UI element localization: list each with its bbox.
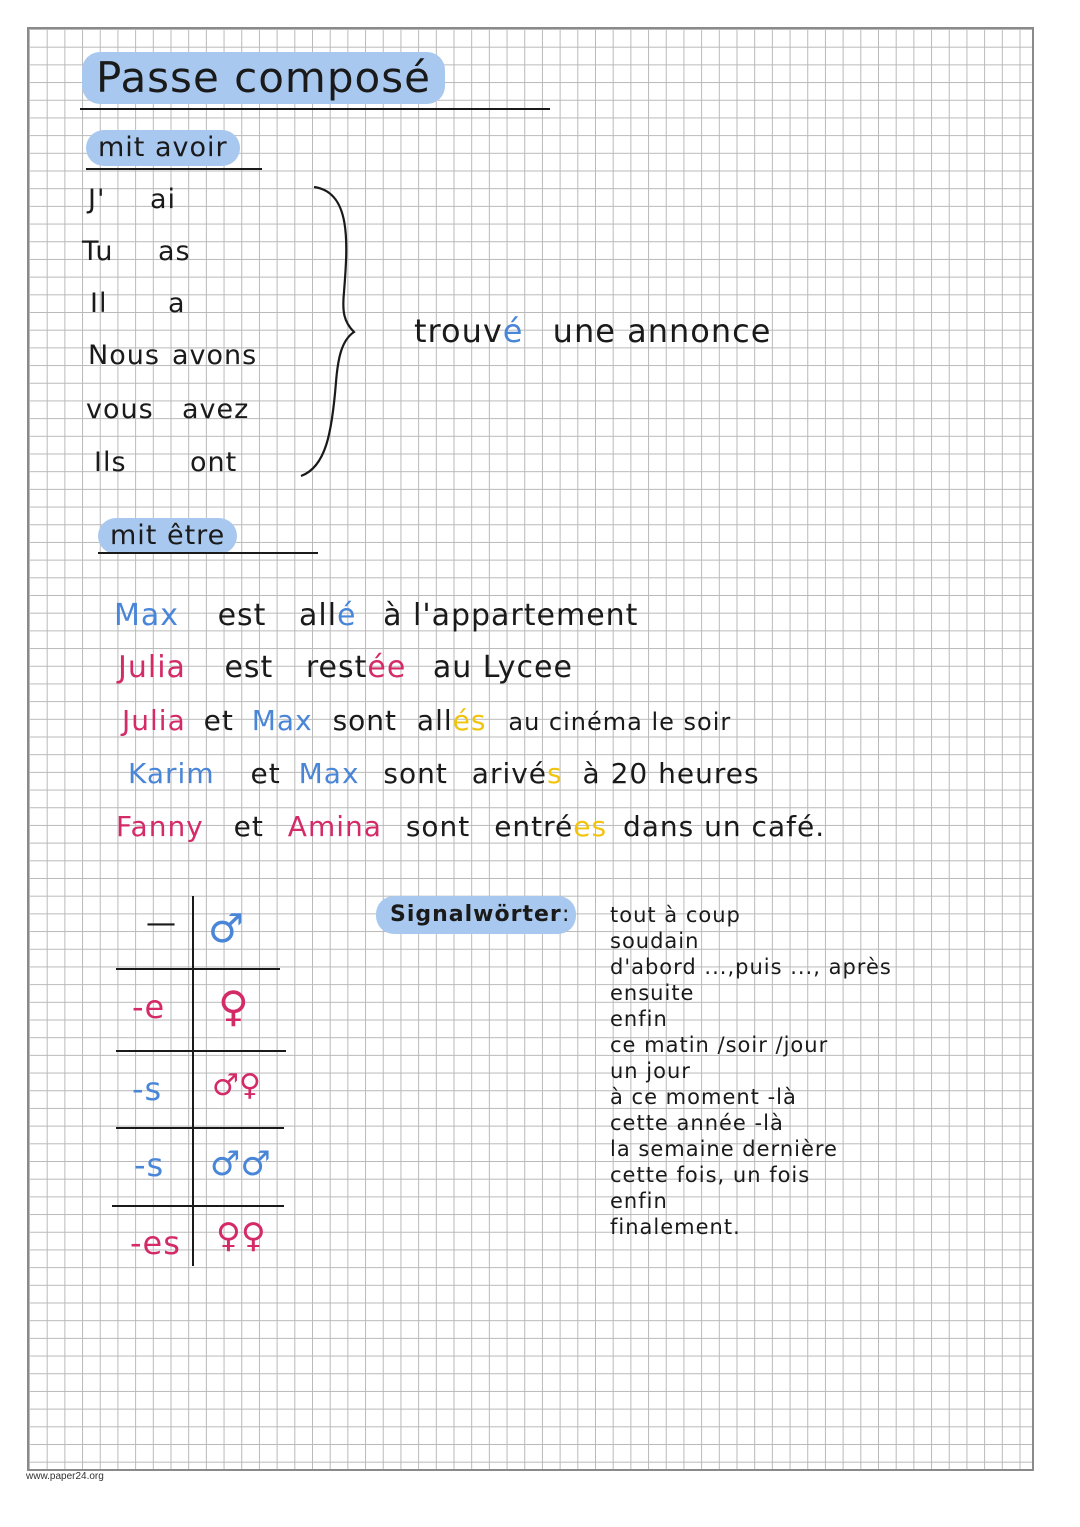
- etre-sentence-1: [114, 598, 638, 633]
- participle-stem: all: [298, 598, 338, 633]
- etre-sentence-5: [116, 810, 825, 843]
- form-5: avez: [182, 394, 250, 425]
- subject: Julia: [118, 650, 186, 685]
- verb: sont: [383, 757, 448, 790]
- example-rest: une annonce: [552, 312, 772, 350]
- participle-ending: s: [547, 757, 563, 790]
- pronoun-1: J': [88, 184, 106, 215]
- signal-word: la semaine dernière: [610, 1137, 838, 1161]
- verb: sont: [405, 810, 471, 843]
- verb: sont: [332, 704, 398, 737]
- signal-word-list: [610, 902, 892, 1240]
- subject-1: Karim: [128, 757, 215, 790]
- subject: Max: [114, 598, 180, 633]
- form-1: ai: [150, 184, 177, 215]
- pronoun-2: Tu: [82, 236, 114, 267]
- title-underline: [80, 108, 550, 110]
- table-ending-fem-plural: -es: [130, 1224, 181, 1262]
- signal-colon: :: [562, 902, 571, 927]
- female-plural-symbol-icon: ♀♀: [216, 1216, 266, 1256]
- verb: est: [224, 650, 274, 685]
- etre-sentence-3: [122, 704, 731, 737]
- avoir-heading-underline: [86, 168, 262, 170]
- participle-stem: all: [416, 704, 453, 737]
- participle-stem: arivé: [471, 757, 548, 790]
- pronoun-4: Nous: [88, 340, 160, 371]
- pronoun-5: vous: [86, 394, 154, 425]
- form-4: avons: [172, 340, 258, 371]
- participle-ending: és: [452, 704, 487, 737]
- signal-word: soudain: [610, 929, 700, 953]
- form-6: ont: [190, 447, 238, 478]
- example-stem: trouv: [414, 312, 503, 350]
- etre-sentence-2: [118, 650, 573, 685]
- complement: à 20 heures: [582, 757, 760, 790]
- signal-word: enfin: [610, 1189, 668, 1213]
- signal-heading: Signalwörter: [376, 896, 576, 934]
- form-3: a: [168, 288, 186, 319]
- conjunction: et: [250, 757, 281, 790]
- etre-sentence-4: [128, 757, 760, 790]
- subject-1: Julia: [122, 704, 186, 737]
- signal-word: tout à coup: [610, 903, 741, 927]
- subject-2: Max: [251, 704, 313, 737]
- conjunction: et: [203, 704, 234, 737]
- avoir-example: [414, 312, 771, 350]
- table-ending-mixed: -s: [132, 1070, 163, 1108]
- section-heading-avoir: mit avoir: [86, 130, 240, 166]
- table-ending-masc: —: [146, 906, 177, 941]
- participle-stem: entré: [494, 810, 574, 843]
- verb: est: [217, 598, 267, 633]
- table-ending-masc-plural: -s: [134, 1146, 165, 1184]
- signal-word: d'abord ...,puis ..., après: [610, 955, 892, 979]
- signal-word: un jour: [610, 1059, 691, 1083]
- pronoun-3: Il: [90, 288, 108, 319]
- table-vertical-rule: [192, 896, 194, 1266]
- signal-word: cette fois, un fois: [610, 1163, 811, 1187]
- female-symbol-icon: ♀: [218, 982, 249, 1031]
- subject-1: Fanny: [116, 810, 204, 843]
- signal-word: ensuite: [610, 981, 695, 1005]
- complement: dans un café.: [623, 810, 826, 843]
- curly-brace: [296, 182, 366, 482]
- male-symbol-icon: ♂: [208, 906, 244, 952]
- table-rule-2: [116, 1050, 286, 1052]
- signal-word: ce matin /soir /jour: [610, 1033, 829, 1057]
- pronoun-6: Ils: [94, 447, 127, 478]
- table-ending-fem: -e: [132, 988, 166, 1026]
- complement: au cinéma le soir: [508, 708, 732, 736]
- complement: au Lycee: [432, 650, 573, 685]
- signal-word: finalement.: [610, 1215, 741, 1239]
- form-2: as: [158, 236, 191, 267]
- male-plural-symbol-icon: ♂♂: [210, 1144, 271, 1184]
- complement: à l'appartement: [383, 598, 639, 633]
- conjunction: et: [233, 810, 264, 843]
- male-female-symbol-icon: ♂♀: [212, 1068, 261, 1103]
- signal-word: enfin: [610, 1007, 668, 1031]
- footer-source: www.paper24.org: [26, 1471, 104, 1482]
- table-rule-3: [116, 1127, 284, 1129]
- signal-word: cette année -là: [610, 1111, 784, 1135]
- subject-2: Max: [298, 757, 360, 790]
- signal-word: à ce moment -là: [610, 1085, 797, 1109]
- table-rule-1: [116, 968, 280, 970]
- subject-2: Amina: [287, 810, 382, 843]
- participle-ending: ée: [367, 650, 407, 685]
- section-heading-etre: mit être: [98, 518, 237, 554]
- etre-heading-underline: [98, 552, 318, 554]
- participle-ending: es: [573, 810, 608, 843]
- participle-ending: é: [337, 598, 357, 633]
- participle-stem: rest: [305, 650, 368, 685]
- example-ending: é: [502, 312, 524, 350]
- page-title: Passe composé: [82, 52, 445, 104]
- table-rule-4: [112, 1205, 284, 1207]
